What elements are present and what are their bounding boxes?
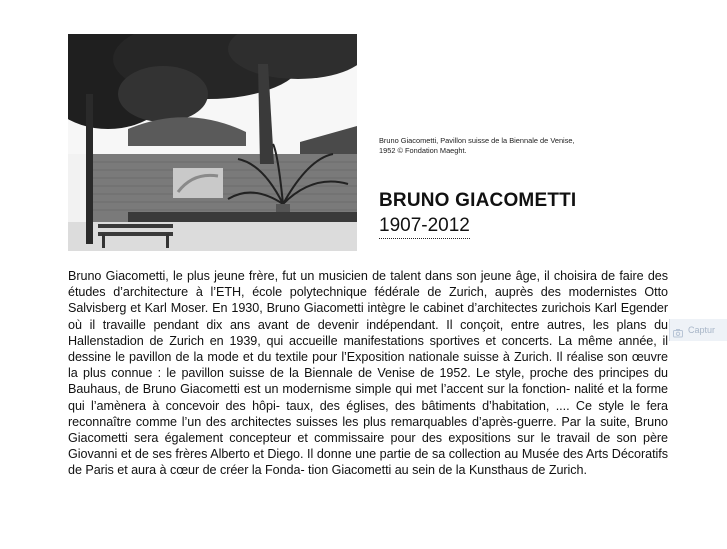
life-years: 1907-2012 bbox=[379, 215, 470, 239]
caption-line-1: Bruno Giacometti, Pavillon suisse de la Biennale de Venise, bbox=[379, 136, 575, 145]
capture-tab-label: Captur bbox=[688, 325, 716, 335]
camera-icon bbox=[673, 325, 683, 335]
page-title: BRUNO GIACOMETTI bbox=[379, 190, 577, 211]
building-photo bbox=[68, 34, 357, 251]
caption-line-2: 1952 © Fondation Maeght. bbox=[379, 146, 467, 155]
biography-paragraph: Bruno Giacometti, le plus jeune frère, fut un musicien de talent dans son jeune âge, il choisira de faire des études d’architecture à l’ETH, école polytechnique fédérale de Zurich, auprès des modernistes Otto Salvisberg et Karl Moser. En 1930, Bruno Giacometti intègre le cabinet d’architectes zurichois Karl Egender où il travaille pendant dix ans avant de devenir indépendant. Il conçoit, entre autres, les plans du Hallenstadion de Zurich en 1939, qui accueille manifestations sportives et concerts. La même année, il dessine le pavillon de la mode et du textile pour l’Exposition nationale suisse à Zurich. Il réalise son œuvre la plus connue : le pavillon suisse de la Biennale de Venise de 1952. Le style, proche des principes du Bauhaus, de Bruno Giacometti est un modernisme simple qui met l’accent sur la fonction- nalité et la forme qui l’amènera à concevoir des hôpi- taux, des églises, des bâtiments d’habitation, .... Ce style le fera reconnaître comme l’un des architectes suisses les plus remarquables d’après-guerre. Par la suite, Bruno Giacometti sera également concepteur et commissaire pour des expositions sur le travail de son père Giovanni et de ses frères Alberto et Diego. Il donne une partie de sa collection au Musée des Arts Décoratifs de Paris et aura à cœur de créer la Fonda- tion Giacometti au sein de la Kunsthaus de Zurich. bbox=[68, 269, 668, 478]
capture-tab[interactable] bbox=[669, 319, 727, 341]
photo-caption bbox=[379, 136, 609, 156]
